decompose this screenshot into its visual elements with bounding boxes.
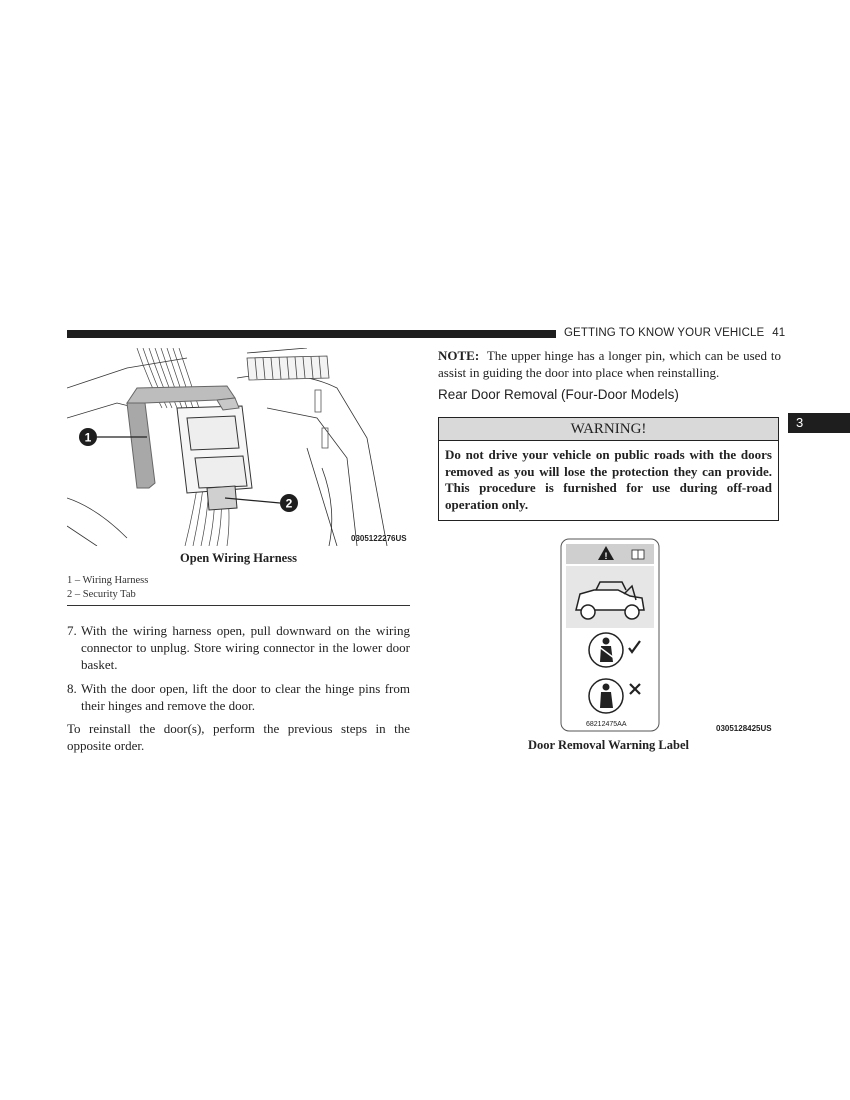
chapter-number: 3 bbox=[796, 415, 804, 430]
chapter-tab bbox=[788, 413, 850, 433]
running-header bbox=[564, 327, 785, 339]
header-bar-left bbox=[67, 330, 556, 338]
step-8 bbox=[67, 680, 410, 714]
wiring-harness-illustration bbox=[67, 348, 410, 546]
figure1-code: 0305122276US bbox=[351, 534, 407, 543]
page-number: 41 bbox=[772, 327, 786, 339]
warning-box bbox=[438, 417, 779, 521]
section-title: GETTING TO KNOW YOUR VEHICLE bbox=[564, 327, 765, 339]
rear-door-heading: Rear Door Removal (Four-Door Models) bbox=[438, 387, 679, 402]
warning-body: Do not drive your vehicle on public roads with the doors removed as you will lose the protection they can provide. This procedure is furnished for use during off-road operation only. bbox=[445, 447, 772, 512]
figure1-caption: Open Wiring Harness bbox=[180, 551, 297, 565]
door-removal-warning-label bbox=[560, 538, 660, 732]
figure2-caption: Door Removal Warning Label bbox=[527, 738, 689, 752]
reinstall-paragraph: To reinstall the door(s), perform the previous steps in the opposite order. bbox=[67, 721, 410, 753]
legend-item-2: 2 – Security Tab bbox=[67, 589, 136, 600]
note-label: NOTE: bbox=[438, 348, 480, 363]
note-paragraph bbox=[438, 347, 781, 381]
warning-title: WARNING! bbox=[439, 418, 778, 441]
svg-text:!: ! bbox=[604, 551, 608, 561]
figure2-code: 0305128425US bbox=[716, 724, 772, 733]
label-part-number: 68212475AA bbox=[586, 721, 627, 728]
step-8-number: 8. bbox=[67, 681, 77, 696]
callout-1-label: 1 bbox=[84, 430, 92, 445]
legend-divider bbox=[67, 605, 410, 606]
step-7-text: With the wiring harness open, pull downward on the wiring connector to unplug. Store wiring connector in the lower door basket. bbox=[81, 623, 410, 672]
callout-2-label: 2 bbox=[285, 496, 293, 511]
step-7 bbox=[67, 622, 410, 673]
note-text: The upper hinge has a longer pin, which can be used to assist in guiding the door into place when reinstalling. bbox=[438, 348, 781, 380]
step-8-text: With the door open, lift the door to clear the hinge pins from their hinges and remove the door. bbox=[81, 681, 410, 713]
legend-item-1: 1 – Wiring Harness bbox=[67, 575, 149, 586]
step-7-number: 7. bbox=[67, 623, 77, 638]
